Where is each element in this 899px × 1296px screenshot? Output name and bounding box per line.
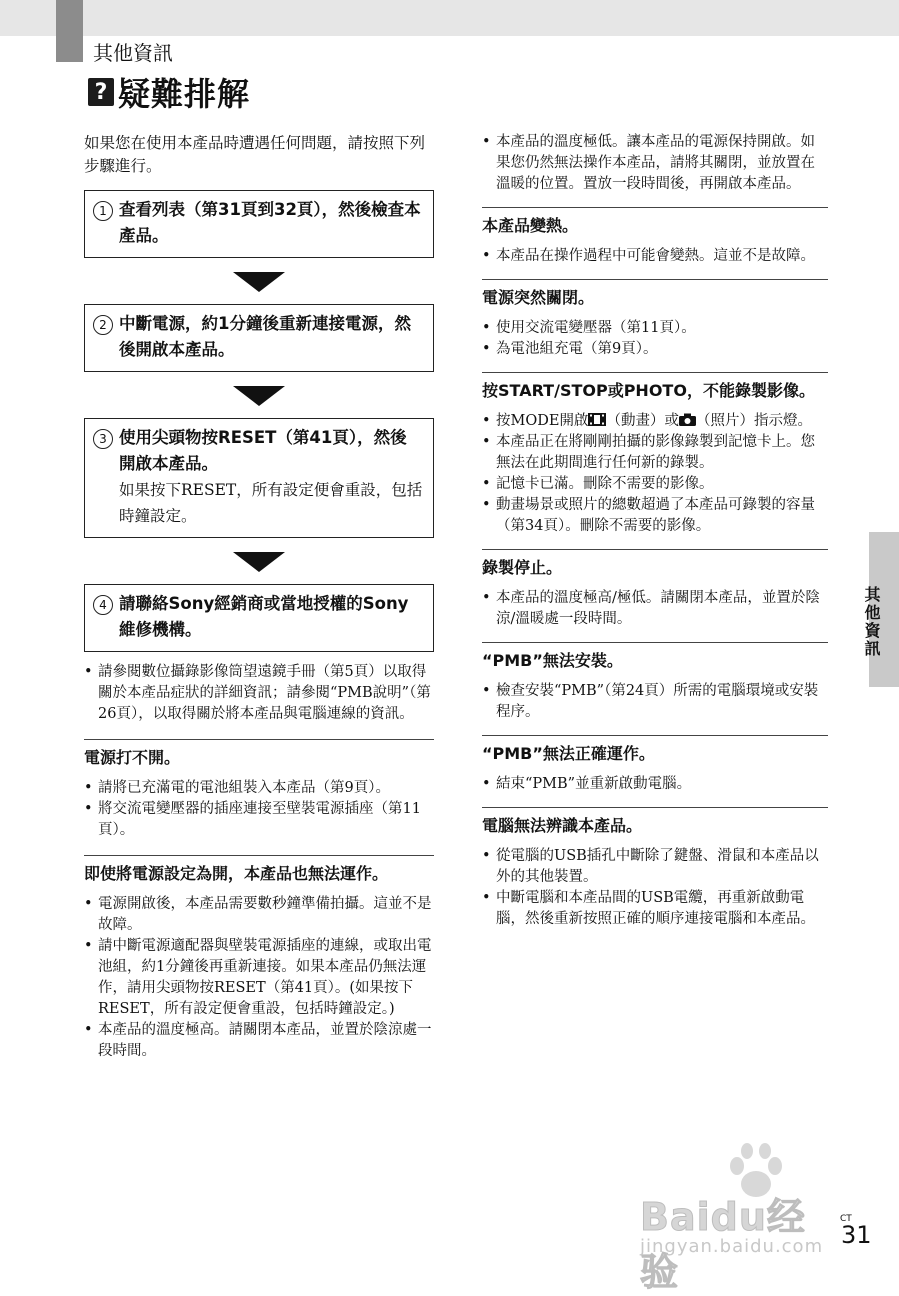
issue-title: 電源打不開。 <box>84 748 181 767</box>
header-marker <box>56 0 83 62</box>
list-item: • 請參閱數位攝錄影像筒望遠鏡手冊（第5頁）以取得關於本產品症狀的詳細資訊；請參閱“PMB說明”（第26頁），以取得關於將本產品與電腦連線的資訊。 <box>84 662 434 725</box>
step-text: 請聯絡Sony經銷商或當地授權的Sony維修機構。 <box>119 594 409 639</box>
issue-list <box>482 681 828 723</box>
step-note: 如果按下RESET，所有設定便會重設，包括時鐘設定。 <box>119 481 423 525</box>
watermark-url: jingyan.baidu.com <box>640 1236 824 1257</box>
flow-arrow <box>84 538 434 584</box>
header-bar <box>0 0 899 36</box>
issue-title: “PMB”無法正確運作。 <box>482 744 655 763</box>
flow-arrow <box>84 258 434 304</box>
step-text: 使用尖頭物按RESET（第41頁），然後開啟本產品。 <box>119 428 407 473</box>
issue-pc-recognize <box>482 807 828 930</box>
issue-cannot-record <box>482 372 828 537</box>
issue-recording-stops <box>482 549 828 630</box>
mode-text: 按MODE開啟 <box>496 413 589 429</box>
down-arrow-icon <box>233 552 285 572</box>
step-number: 2 <box>93 311 119 363</box>
list-item: • 從電腦的USB插孔中斷除了鍵盤、滑鼠和本產品以外的其他裝置。 <box>482 846 828 888</box>
issue-list <box>482 774 828 795</box>
step-1 <box>84 190 434 258</box>
down-arrow-icon <box>233 386 285 406</box>
list-item: • 中斷電腦和本產品間的USB電纜，再重新啟動電腦，然後重新按照正確的順序連接電腦和本產品。 <box>482 888 828 930</box>
issue-pmb-install <box>482 642 828 723</box>
list-item: • 請將已充滿電的電池組裝入本產品（第9頁）。 <box>84 778 434 799</box>
issue-title: “PMB”無法安裝。 <box>482 651 623 670</box>
issue-title: 本產品變熱。 <box>482 216 579 235</box>
list-item: • 結束“PMB”並重新啟動電腦。 <box>482 774 828 795</box>
issue-list <box>482 246 828 267</box>
issue-title: 即使將電源設定為開，本產品也無法運作。 <box>84 864 389 883</box>
issue-list <box>482 411 828 537</box>
step-text: 查看列表（第31頁到32頁），然後檢查本產品。 <box>119 200 421 245</box>
issue-list <box>84 894 434 1062</box>
issue-title: 按START/STOP或PHOTO，不能錄製影像。 <box>482 381 815 400</box>
list-item: • 本產品的溫度極低。讓本產品的電源保持開啟。如果您仍然無法操作本產品，請將其關閉，並放置在溫暖的位置。置放一段時間後，再開啟本產品。 <box>482 132 828 195</box>
photo-text: （照片）指示燈。 <box>695 413 812 429</box>
issue-title: 電源突然關閉。 <box>482 288 595 307</box>
list-item: • 本產品在操作過程中可能會變熱。這並不是故障。 <box>482 246 828 267</box>
flow-arrow <box>84 372 434 418</box>
issue-pmb-operate <box>482 735 828 795</box>
left-column <box>84 132 434 1062</box>
language-code: CT <box>840 1214 852 1224</box>
page-number: 31 <box>841 1221 872 1249</box>
issue-title: 電腦無法辨識本產品。 <box>482 816 643 835</box>
list-item: • 將交流電變壓器的插座連接至壁裝電源插座（第11頁）。 <box>84 799 434 841</box>
issue-list <box>84 778 434 841</box>
step-3 <box>84 418 434 538</box>
issue-power-shutoff <box>482 279 828 360</box>
list-item: • 電源開啟後，本產品需要數秒鐘準備拍攝。這並不是故障。 <box>84 894 434 936</box>
step-number: 1 <box>93 197 119 249</box>
step-number: 4 <box>93 591 119 643</box>
list-item: • 動畫場景或照片的總數超過了本產品可錄製的容量（第34頁）。刪除不需要的影像。 <box>482 495 828 537</box>
step-number: 3 <box>93 425 119 529</box>
issue-heats-up <box>482 207 828 267</box>
page-title <box>88 72 250 112</box>
step-2 <box>84 304 434 372</box>
watermark-logo: Baidu经验 <box>640 1195 806 1294</box>
list-item: • 檢查安裝“PMB”（第24頁）所需的電腦環境或安裝程序。 <box>482 681 828 723</box>
down-arrow-icon <box>233 272 285 292</box>
cold-temp-list <box>482 132 828 195</box>
reference-list <box>84 662 434 725</box>
section-title: 其他資訊 <box>93 41 173 65</box>
side-tab-label: 其他資訊 <box>862 586 881 658</box>
camera-icon <box>679 413 696 426</box>
list-item: • 為電池組充電（第9頁）。 <box>482 339 828 360</box>
list-item: • 本產品的溫度極高/極低。請關閉本產品，並置於陰涼/溫暖處一段時間。 <box>482 588 828 630</box>
step-4 <box>84 584 434 652</box>
issue-title: 錄製停止。 <box>482 558 563 577</box>
list-item: • 本產品正在將剛剛拍攝的影像錄製到記憶卡上。您無法在此期間進行任何新的錄製。 <box>482 432 828 474</box>
watermark <box>636 1142 836 1294</box>
movie-text: （動畫）或 <box>606 413 679 429</box>
list-item: • 記憶卡已滿。刪除不需要的影像。 <box>482 474 828 495</box>
issue-power-off <box>84 739 434 841</box>
intro-text: 如果您在使用本產品時遭遇任何問題，請按照下列步驟進行。 <box>84 134 426 175</box>
issue-not-operating <box>84 855 434 1062</box>
list-item: • 使用交流電變壓器（第11頁）。 <box>482 318 828 339</box>
list-item-mode <box>482 411 828 432</box>
list-item: • 本產品的溫度極高。請關閉本產品，並置於陰涼處一段時間。 <box>84 1020 434 1062</box>
step-text: 中斷電源，約1分鐘後重新連接電源，然後開啟本產品。 <box>119 314 411 359</box>
page-title-text: 疑難排解 <box>118 75 251 113</box>
right-column <box>482 132 828 930</box>
question-mark-icon: ? <box>88 78 114 106</box>
issue-list <box>482 846 828 930</box>
step-content <box>119 425 423 529</box>
list-item: • 請中斷電源適配器與壁裝電源插座的連線，或取出電池組，約1分鐘後再重新連接。如果本產品仍無法運作，請用尖頭物按RESET（第41頁）。(如果按下RESET，所有設定便會重設，包括時鐘設定。) <box>84 936 434 1020</box>
issue-list <box>482 318 828 360</box>
issue-list <box>482 588 828 630</box>
movie-mode-icon <box>588 413 606 426</box>
